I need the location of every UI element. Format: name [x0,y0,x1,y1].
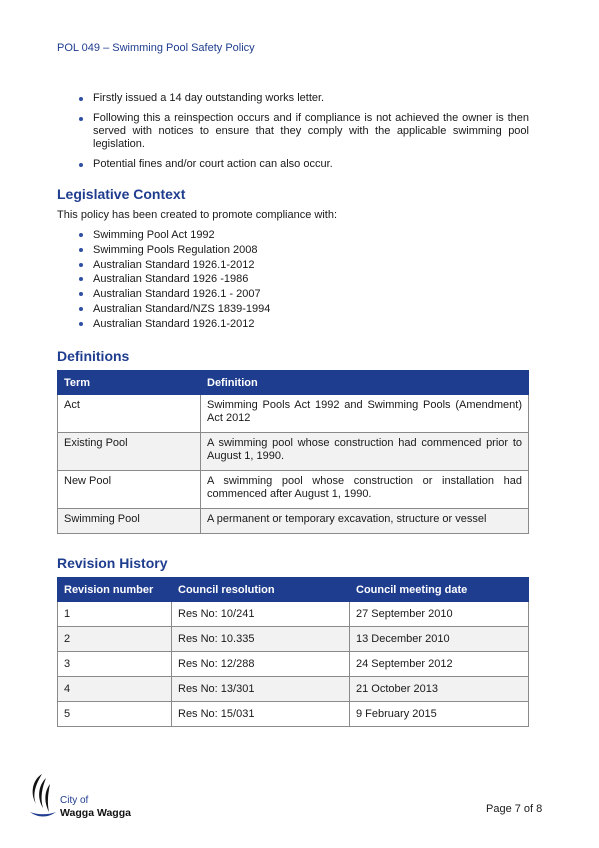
definition-cell: A swimming pool whose construction or installation had commenced after August 1, 1990. [201,471,529,509]
definitions-table [57,370,529,534]
resolution-cell: Res No: 10/241 [172,602,350,627]
list-item: Swimming Pools Regulation 2008 [57,243,529,258]
revision-history-table [57,577,529,727]
list-item: Swimming Pool Act 1992 [57,228,529,243]
term-cell: Existing Pool [58,433,201,471]
revision-number-cell: 5 [58,702,172,727]
table-row [58,677,529,702]
column-header-term: Term [58,371,201,395]
page-number: Page 7 of 8 [486,803,543,815]
list-item: Firstly issued a 14 day outstanding works letter. [57,92,529,105]
list-item: Following this a reinspection occurs and if compliance is not achieved the owner is then served with notices to ensure that they comply with the applicable swimming pool legislation. [57,112,529,151]
resolution-cell: Res No: 12/288 [172,652,350,677]
table-row [58,602,529,627]
logo-line-wagga-wagga: Wagga Wagga [60,807,131,819]
legislation-list [57,228,529,332]
list-item: Australian Standard 1926.1 - 2007 [57,287,529,302]
intro-bullet-list [57,92,529,178]
definition-cell: A permanent or temporary excavation, structure or vessel [201,509,529,534]
table-row [58,652,529,677]
list-item: Australian Standard/NZS 1839-1994 [57,302,529,317]
resolution-cell: Res No: 13/301 [172,677,350,702]
table-row [58,433,529,471]
column-header-revision-number: Revision number [58,578,172,602]
table-row [58,702,529,727]
column-header-meeting-date: Council meeting date [350,578,529,602]
resolution-cell: Res No: 15/031 [172,702,350,727]
revision-number-cell: 3 [58,652,172,677]
city-logo-text [60,795,131,819]
list-item: Australian Standard 1926.1-2012 [57,317,529,332]
document-header-title: POL 049 – Swimming Pool Safety Policy [57,42,255,54]
definition-cell: Swimming Pools Act 1992 and Swimming Pools (Amendment) Act 2012 [201,395,529,433]
meeting-date-cell: 27 September 2010 [350,602,529,627]
revision-number-cell: 2 [58,627,172,652]
logo-line-city-of: City of [60,795,89,806]
term-cell: Act [58,395,201,433]
term-cell: Swimming Pool [58,509,201,534]
legislative-context-heading: Legislative Context [57,186,186,202]
meeting-date-cell: 24 September 2012 [350,652,529,677]
meeting-date-cell: 21 October 2013 [350,677,529,702]
resolution-cell: Res No: 10.335 [172,627,350,652]
revision-number-cell: 4 [58,677,172,702]
definition-cell: A swimming pool whose construction had commenced prior to August 1, 1990. [201,433,529,471]
meeting-date-cell: 13 December 2010 [350,627,529,652]
meeting-date-cell: 9 February 2015 [350,702,529,727]
column-header-definition: Definition [201,371,529,395]
column-header-council-resolution: Council resolution [172,578,350,602]
list-item: Australian Standard 1926.1-2012 [57,258,529,273]
table-row [58,627,529,652]
list-item: Australian Standard 1926 -1986 [57,272,529,287]
revision-number-cell: 1 [58,602,172,627]
table-row [58,471,529,509]
term-cell: New Pool [58,471,201,509]
legislative-intro-text: This policy has been created to promote compliance with: [57,209,338,221]
table-row [58,509,529,534]
table-row [58,395,529,433]
revision-history-heading: Revision History [57,555,168,571]
list-item: Potential fines and/or court action can also occur. [57,158,529,171]
definitions-heading: Definitions [57,348,130,364]
city-logo-icon [28,772,58,821]
